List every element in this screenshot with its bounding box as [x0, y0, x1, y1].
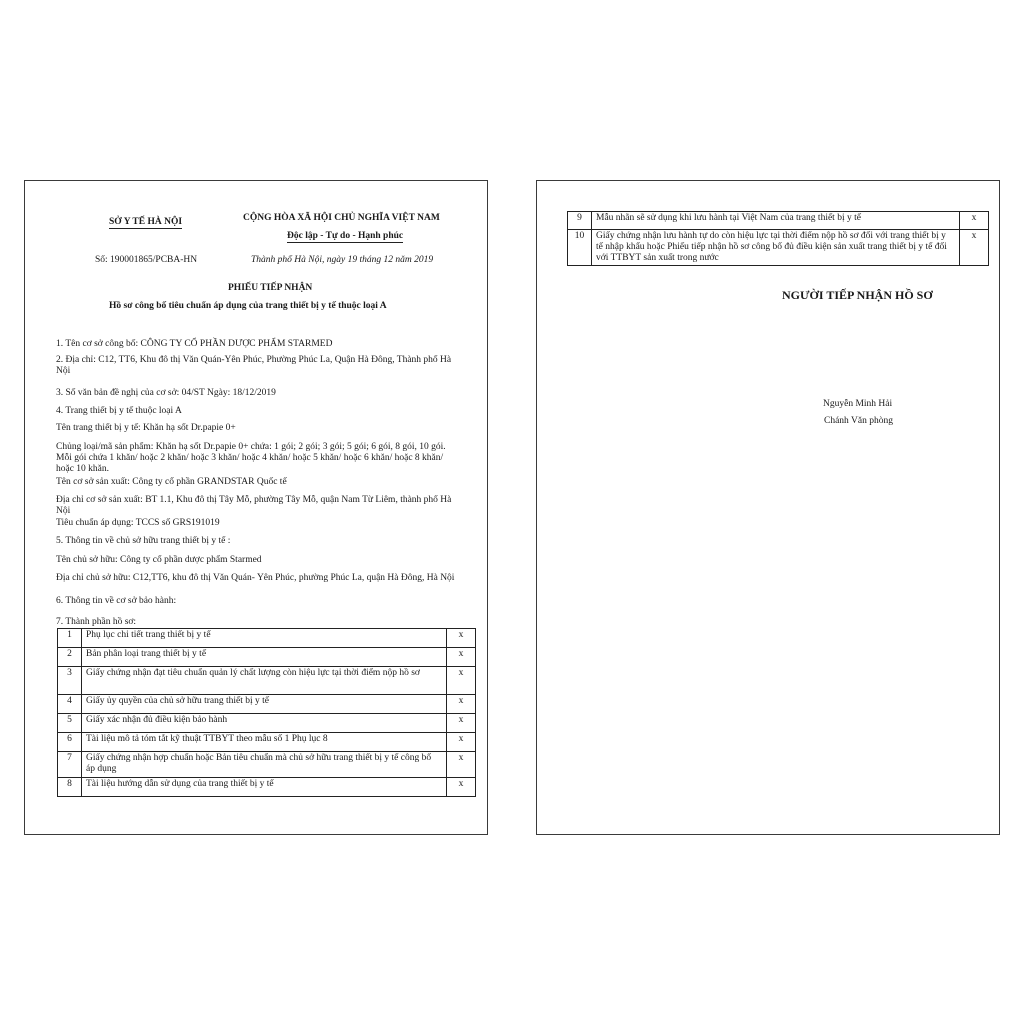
row-mark: x: [447, 752, 476, 778]
receiver-title: NGƯỜI TIẾP NHẬN HỒ SƠ: [782, 288, 933, 302]
agency-name: SỞ Y TẾ HÀ NỘI: [109, 217, 183, 227]
line-7: Tên cơ sở sản xuất: Công ty cổ phần GRANDSTAR Quốc tế: [56, 477, 287, 487]
row-number: 10: [568, 230, 592, 266]
row-number: 3: [58, 667, 82, 695]
line-6: Chủng loại/mã sản phẩm: Khăn hạ sốt Dr.papie 0+ chứa: 1 gói; 2 gói; 3 gói; 5 gói; 6 gói, 8 gói, 10 gói. Mỗi gói chứa 1 khăn/ hoặc 2 khăn/ hoặc 3 khăn/ hoặc 4 khăn/ hoặc 5 khăn/ hoặc 6 khăn/ hoặc 8 khăn/ hoặc 10 khăn.: [56, 442, 446, 474]
row-mark: x: [447, 714, 476, 733]
row-number: 7: [58, 752, 82, 778]
table-row: [58, 667, 476, 695]
document-page-right: [536, 180, 1000, 835]
row-number: 9: [568, 212, 592, 230]
row-number: 6: [58, 733, 82, 752]
row-text: Giấy ủy quyền của chủ sở hữu trang thiết bị y tế: [82, 695, 447, 714]
line-13: 6. Thông tin về cơ sở bảo hành:: [56, 596, 177, 606]
table-row: [58, 629, 476, 648]
line-1: 1. Tên cơ sở công bố: CÔNG TY CỔ PHẦN DƯỢC PHẨM STARMED: [56, 339, 333, 349]
line-9: Tiêu chuẩn áp dụng: TCCS số GRS191019: [56, 518, 220, 528]
line-2: 2. Địa chỉ: C12, TT6, Khu đô thị Văn Quán-Yên Phúc, Phường Phúc La, Quận Hà Đông, Thành phố Hà Nội: [56, 355, 452, 376]
table-row: [58, 695, 476, 714]
signer-name: Nguyễn Minh Hải: [823, 399, 893, 409]
line-12: Địa chỉ chủ sở hữu: C12,TT6, khu đô thị Văn Quán- Yên Phúc, phường Phúc La, quận Hà Đông, Hà Nội: [56, 573, 455, 583]
row-mark: x: [960, 230, 989, 266]
row-mark: x: [447, 667, 476, 695]
table-row: [58, 778, 476, 797]
line-8: Địa chỉ cơ sở sản xuất: BT 1.1, Khu đô thị Tây Mỗ, phường Tây Mỗ, quận Nam Từ Liêm, thành phố Hà Nội: [56, 495, 452, 516]
row-number: 2: [58, 648, 82, 667]
line-11: Tên chủ sở hữu: Công ty cổ phần dược phẩm Starmed: [56, 555, 262, 565]
document-number: Số: 190001865/PCBA-HN: [95, 255, 198, 265]
row-text: Giấy xác nhận đủ điều kiện bảo hành: [82, 714, 447, 733]
row-mark: x: [447, 778, 476, 797]
row-text: Giấy chứng nhận lưu hành tự do còn hiệu lực tại thời điểm nộp hồ sơ đối với trang thiết bị y tế nhập khẩu hoặc Phiếu tiếp nhận hồ sơ công bố đủ điều kiện sản xuất trang thiết bị y tế đối với TTBYT sản xuất trong nước: [592, 230, 960, 266]
republic-heading: CỘNG HÒA XÃ HỘI CHỦ NGHĨA VIỆT NAM: [243, 213, 440, 223]
line-14: 7. Thành phần hồ sơ:: [56, 617, 137, 627]
table-row: [58, 733, 476, 752]
dossier-table: [57, 628, 476, 797]
row-number: 4: [58, 695, 82, 714]
row-text: Phụ lục chi tiết trang thiết bị y tế: [82, 629, 447, 648]
signer-role: Chánh Văn phòng: [824, 416, 893, 426]
row-text: Bản phân loại trang thiết bị y tế: [82, 648, 447, 667]
page-subtitle: Hồ sơ công bố tiêu chuẩn áp dụng của trang thiết bị y tế thuộc loại A: [109, 301, 387, 311]
place-date: Thành phố Hà Nội, ngày 19 tháng 12 năm 2019: [251, 255, 434, 265]
row-text: Giấy chứng nhận hợp chuẩn hoặc Bản tiêu chuẩn mà chủ sở hữu trang thiết bị y tế công bố áp dụng: [82, 752, 447, 778]
row-text: Tài liệu mô tả tóm tắt kỹ thuật TTBYT theo mẫu số 1 Phụ lục 8: [82, 733, 447, 752]
row-text: Mẫu nhãn sẽ sử dụng khi lưu hành tại Việt Nam của trang thiết bị y tế: [592, 212, 960, 230]
row-mark: x: [447, 733, 476, 752]
row-number: 1: [58, 629, 82, 648]
line-4: 4. Trang thiết bị y tế thuộc loại A: [56, 406, 182, 416]
dossier-table-continued: [567, 211, 989, 266]
row-text: Giấy chứng nhận đạt tiêu chuẩn quản lý chất lượng còn hiệu lực tại thời điểm nộp hồ sơ: [82, 667, 447, 695]
line-3: 3. Số văn bản đề nghị của cơ sở: 04/ST Ngày: 18/12/2019: [56, 388, 276, 398]
table-row: [568, 212, 989, 230]
row-mark: x: [447, 648, 476, 667]
table-row: [58, 752, 476, 778]
motto: Độc lập - Tự do - Hạnh phúc: [287, 231, 404, 241]
table-row: [58, 648, 476, 667]
row-text: Tài liệu hướng dẫn sử dụng của trang thiết bị y tế: [82, 778, 447, 797]
row-mark: x: [447, 629, 476, 648]
row-number: 5: [58, 714, 82, 733]
table-row: [58, 714, 476, 733]
line-5: Tên trang thiết bị y tế: Khăn hạ sốt Dr.papie 0+: [56, 423, 236, 433]
line-10: 5. Thông tin về chủ sở hữu trang thiết bị y tế :: [56, 536, 231, 546]
row-mark: x: [447, 695, 476, 714]
row-mark: x: [960, 212, 989, 230]
page-title: PHIẾU TIẾP NHẬN: [228, 283, 313, 293]
row-number: 8: [58, 778, 82, 797]
document-page-left: [24, 180, 488, 835]
table-row: [568, 230, 989, 266]
